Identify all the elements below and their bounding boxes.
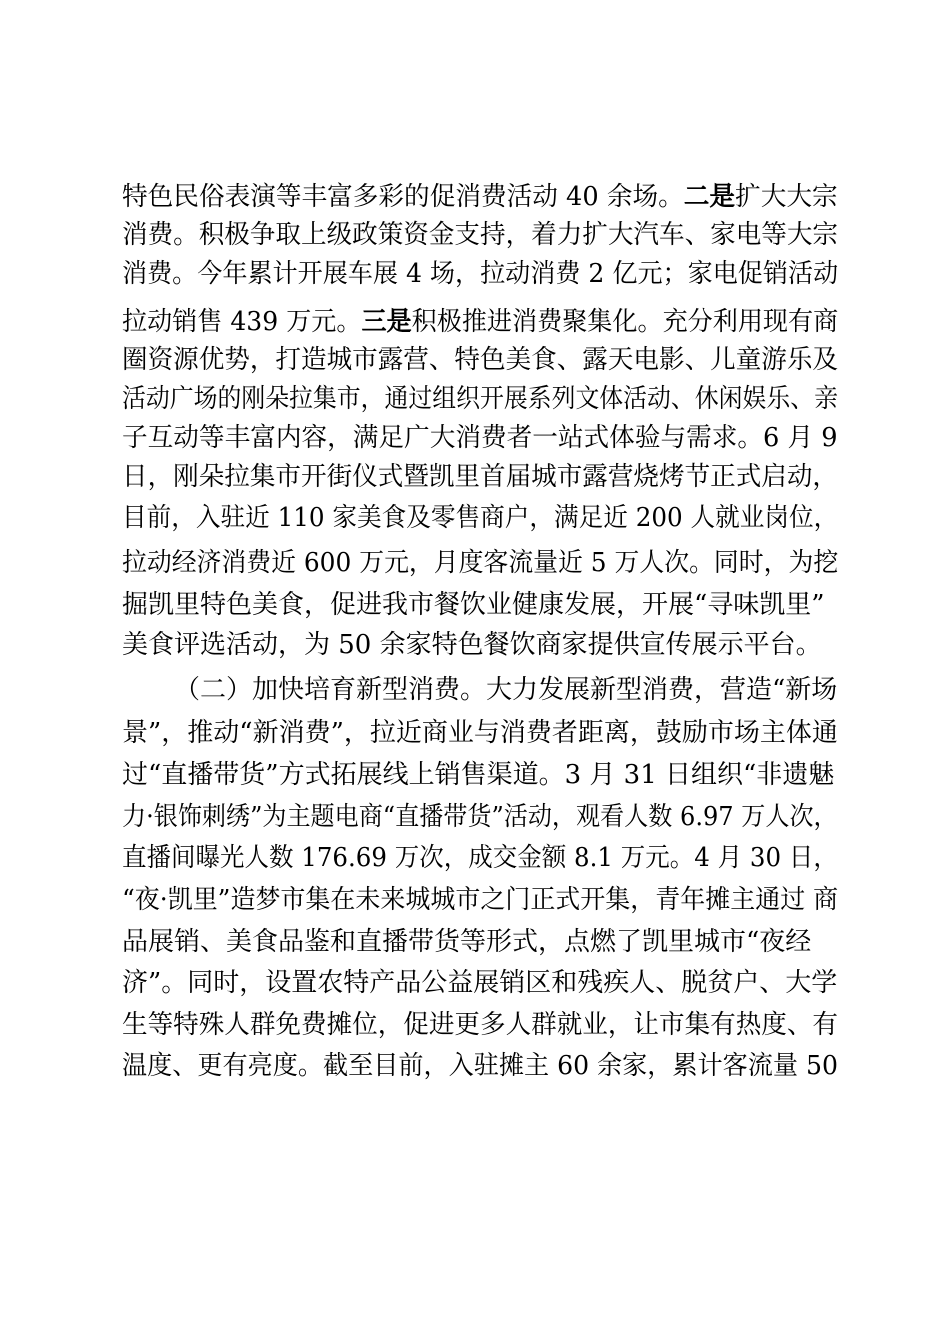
section-heading-text: （二）加快培育新型消费。大力发展新型消费，营造“新场 xyxy=(174,675,838,705)
line-2-text: 消费。积极争取上级政策资金支持，着力扩大汽车、家电等大宗 xyxy=(122,220,839,250)
text-line-19 xyxy=(122,922,811,962)
text-line-11 xyxy=(122,585,825,625)
text-line-12 xyxy=(122,625,822,665)
line-21-text: 生等特殊人群免费摊位，促进更多人群就业，让市集有热度、有 xyxy=(122,1010,839,1040)
line-1-text-b: 扩大大宗 xyxy=(735,182,838,212)
text-line-7 xyxy=(122,418,838,458)
line-12-text: 美食评选活动，为 50 余家特色餐饮商家提供宣传展示平台。 xyxy=(122,630,822,660)
line-22-text: 温度、更有亮度。截至目前，入驻摊主 60 余家，累计客流量 50 xyxy=(122,1051,838,1081)
line-1-bold-keyword: 二是 xyxy=(683,182,736,212)
line-1-text-a: 特色民俗表演等丰富多彩的促消费活动 40 余场。 xyxy=(122,182,684,212)
text-line-10 xyxy=(122,543,838,583)
line-14-text: 景”，推动“新消费”，拉近商业与消费者距离，鼓励市场主体通 xyxy=(122,718,838,748)
line-6-text: 活动广场的刚朵拉集市，通过组织开展系列文体活动、休闲娱乐、亲 xyxy=(122,384,838,414)
text-line-2 xyxy=(122,215,838,255)
line-20-text: 济”。同时，设置农特产品公益展销区和残疾人、脱贫户、大学 xyxy=(122,968,838,998)
line-4-text-b: 积极推进消费聚集化。充分利用现有商 xyxy=(411,307,839,337)
text-line-9 xyxy=(122,498,838,538)
text-line-8 xyxy=(122,457,838,497)
text-line-3 xyxy=(122,254,838,294)
text-line-18 xyxy=(122,880,838,920)
text-line-16 xyxy=(122,797,838,837)
line-11-text: 掘凯里特色美食，促进我市餐饮业健康发展，开展“寻味凯里” xyxy=(122,590,825,620)
line-10-text: 拉动经济消费近 600 万元，月度客流量近 5 万人次。同时，为挖 xyxy=(122,548,839,578)
text-line-21 xyxy=(122,1005,838,1045)
text-line-17 xyxy=(122,838,838,878)
text-line-4 xyxy=(122,302,838,342)
line-3-text: 消费。今年累计开展车展 4 场，拉动消费 2 亿元；家电促销活动 xyxy=(122,259,839,289)
line-15-text: 过“直播带货”方式拓展线上销售渠道。3 月 31 日组织“非遗魅 xyxy=(122,760,835,790)
line-19-text: 品展销、美食品鉴和直播带货等形式，点燃了凯里城市“夜经 xyxy=(122,927,812,957)
section-heading-line xyxy=(174,670,837,710)
text-line-15 xyxy=(122,755,834,795)
text-line-22 xyxy=(122,1046,838,1086)
line-17-text: 直播间曝光人数 176.69 万次，成交金额 8.1 万元。4 月 30 日， xyxy=(122,843,838,873)
line-5-text: 圈资源优势，打造城市露营、特色美食、露天电影、儿童游乐及 xyxy=(122,345,839,375)
text-line-1 xyxy=(122,177,838,217)
line-4-bold-keyword: 三是 xyxy=(361,307,412,337)
text-line-5 xyxy=(122,340,838,380)
line-18-text: “夜·凯里”造梦市集在未来城城市之门正式开集，青年摊主通过 商 xyxy=(122,885,839,915)
line-16-text: 力·银饰刺绣”为主题电商“直播带货”活动，观看人数 6.97 万人次， xyxy=(122,802,838,832)
text-line-20 xyxy=(122,963,837,1003)
line-8-text: 日，刚朵拉集市开街仪式暨凯里首届城市露营烧烤节正式启动， xyxy=(122,462,839,492)
text-line-6 xyxy=(122,379,838,419)
line-7-text: 子互动等丰富内容，满足广大消费者一站式体验与需求。6 月 9 xyxy=(122,423,838,453)
line-9-text: 目前，入驻近 110 家美食及零售商户，满足近 200 人就业岗位， xyxy=(122,503,839,533)
text-line-14 xyxy=(122,713,838,753)
line-4-text-a: 拉动销售 439 万元。 xyxy=(122,307,362,337)
